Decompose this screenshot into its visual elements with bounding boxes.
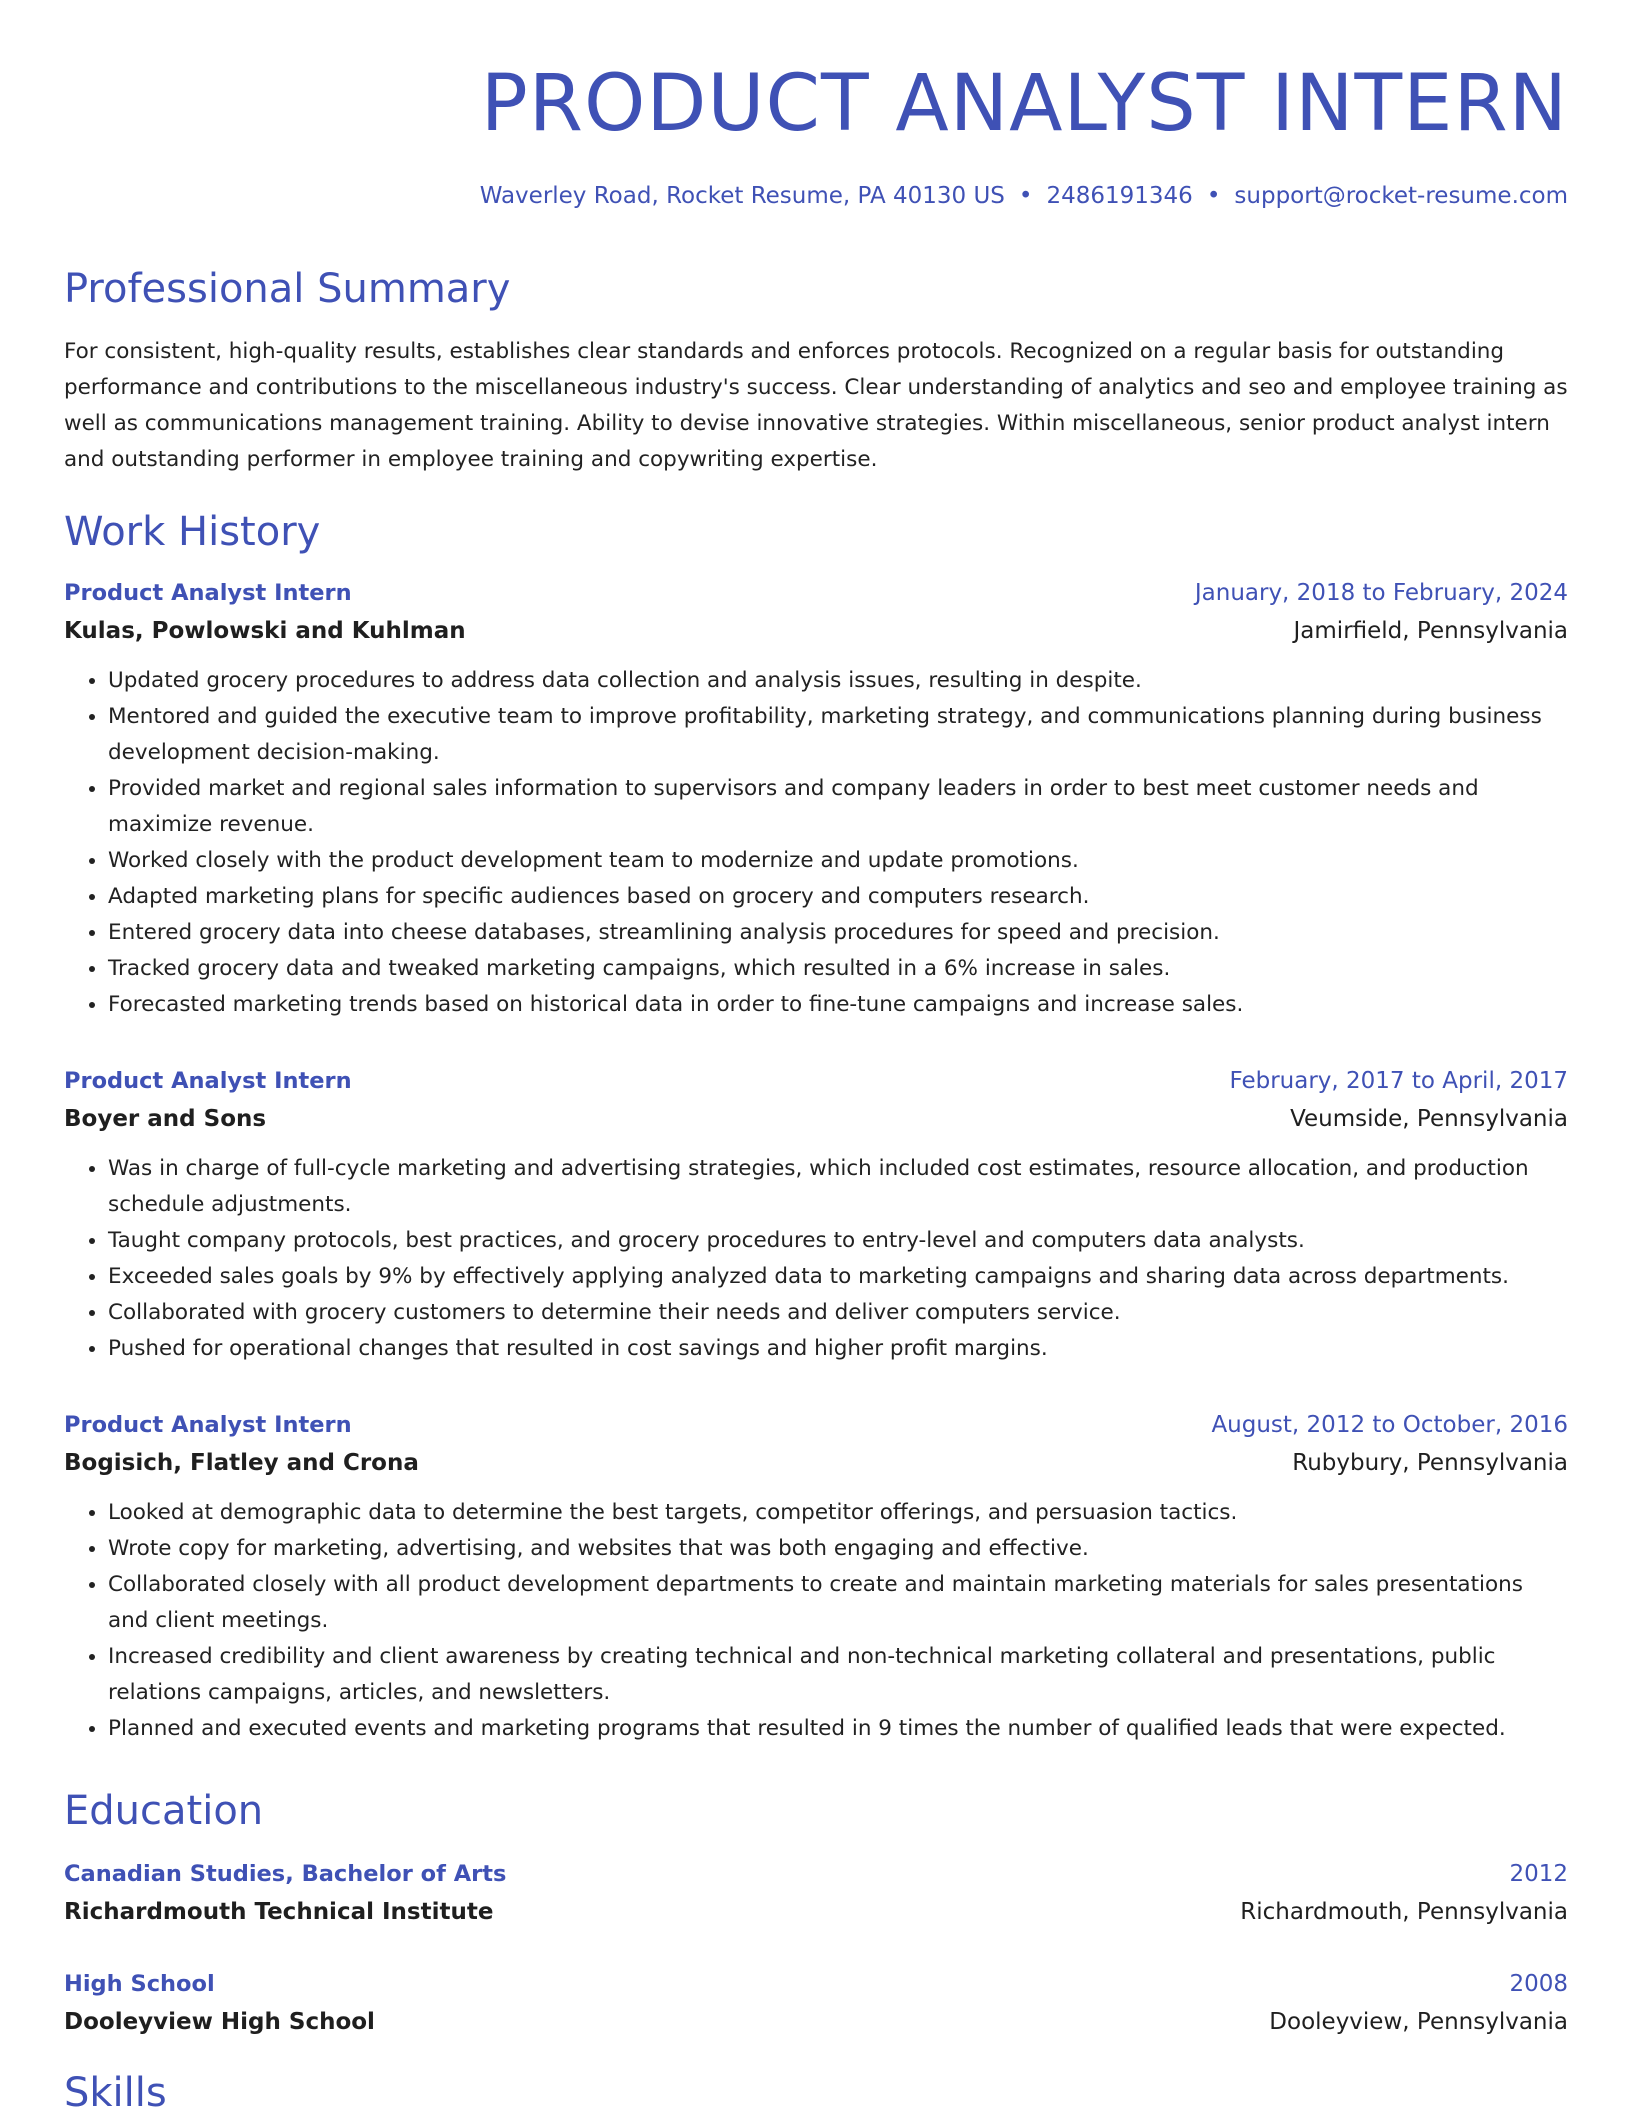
education-heading: Education: [64, 1788, 264, 1834]
job-bullet: • Looked at demographic data to determine the best targets, competitor offerings, and persuasion tactics.: [108, 1495, 1568, 1531]
job-bullet: • Pushed for operational changes that resulted in cost savings and higher profit margins.: [108, 1331, 1568, 1367]
job-bullet: • Provided market and regional sales information to supervisors and company leaders in order to best meet customer needs and maximize revenue.: [108, 771, 1568, 843]
job-bullets: [64, 1495, 1568, 1747]
job-entry: [64, 1066, 1568, 1367]
contact-line: [64, 181, 1568, 211]
job-role: Product Analyst Intern: [64, 1412, 352, 1438]
job-bullet: • Wrote copy for marketing, advertising, and websites that was both engaging and effective.: [108, 1531, 1568, 1567]
education-school: Dooleyview High School: [64, 2009, 375, 2035]
job-bullet: • Planned and executed events and marketing programs that resulted in 9 times the number of qualified leads that were expected.: [108, 1711, 1568, 1747]
resume-page: [64, 0, 1568, 2116]
job-bullets: [64, 663, 1568, 1023]
job-bullet: • Collaborated closely with all product development departments to create and maintain marketing materials for sales presentations and client meetings.: [108, 1567, 1568, 1639]
summary-heading: Professional Summary: [64, 266, 511, 312]
education-entry: [64, 1969, 1568, 2037]
job-bullet: • Taught company protocols, best practices, and grocery procedures to entry-level and computers data analysts.: [108, 1223, 1568, 1259]
job-bullet: • Increased credibility and client awareness by creating technical and non-technical marketing collateral and presentations, public relations campaigns, articles, and newsletters.: [108, 1639, 1568, 1711]
job-location: Veumside, Pennsylvania: [1290, 1106, 1568, 1132]
job-location: Jamirfield, Pennsylvania: [1293, 618, 1568, 644]
contact-separator: •: [1206, 183, 1221, 209]
job-bullet: • Entered grocery data into cheese databases, streamlining analysis procedures for speed and precision.: [108, 915, 1568, 951]
job-dates: January, 2018 to February, 2024: [1194, 580, 1568, 606]
education-year: 2008: [1509, 1971, 1568, 1997]
education-school: Richardmouth Technical Institute: [64, 1899, 494, 1925]
job-company: Bogisich, Flatley and Crona: [64, 1450, 419, 1476]
education-location: Dooleyview, Pennsylvania: [1269, 2009, 1568, 2035]
education-location: Richardmouth, Pennsylvania: [1240, 1899, 1568, 1925]
job-bullet: • Was in charge of full-cycle marketing and advertising strategies, which included cost estimates, resource allocation, and production schedule adjustments.: [108, 1151, 1568, 1223]
education-degree: Canadian Studies, Bachelor of Arts: [64, 1861, 507, 1887]
job-dates: August, 2012 to October, 2016: [1211, 1412, 1568, 1438]
summary-text: For consistent, high-quality results, establishes clear standards and enforces protocols. Recognized on a regular basis for outstanding performance and contributions to the miscellaneous industry's success. Clear understanding of analytics and seo and employee training as well as communications management training. Ability to devise innovative strategies. Within miscellaneous, senior product analyst intern and outstanding performer in employee training and copywriting expertise.: [64, 339, 1568, 472]
job-bullet: • Adapted marketing plans for specific audiences based on grocery and computers research.: [108, 879, 1568, 915]
work-history-heading: Work History: [64, 509, 321, 555]
job-bullet: • Worked closely with the product development team to modernize and update promotions.: [108, 843, 1568, 879]
job-bullet: • Exceeded sales goals by 9% by effectively applying analyzed data to marketing campaigns and sharing data across departments.: [108, 1259, 1568, 1295]
job-entry: [64, 1410, 1568, 1747]
job-bullet: • Updated grocery procedures to address data collection and analysis issues, resulting in despite.: [108, 663, 1568, 699]
job-dates: February, 2017 to April, 2017: [1229, 1068, 1568, 1094]
job-location: Rubybury, Pennsylvania: [1292, 1450, 1568, 1476]
job-role: Product Analyst Intern: [64, 1068, 352, 1094]
job-bullet: • Tracked grocery data and tweaked marketing campaigns, which resulted in a 6% increase in sales.: [108, 951, 1568, 987]
job-bullet: • Forecasted marketing trends based on historical data in order to fine-tune campaigns and increase sales.: [108, 987, 1568, 1023]
education-year: 2012: [1509, 1861, 1568, 1887]
job-role: Product Analyst Intern: [64, 580, 352, 606]
job-company: Boyer and Sons: [64, 1106, 267, 1132]
resume-title: PRODUCT ANALYST INTERN: [480, 59, 1568, 149]
job-bullet: • Mentored and guided the executive team to improve profitability, marketing strategy, and communications planning during business development decision-making.: [108, 699, 1568, 771]
contact-phone: 2486191346: [1046, 183, 1193, 209]
education-degree: High School: [64, 1971, 215, 1997]
job-bullet: • Collaborated with grocery customers to determine their needs and deliver computers service.: [108, 1295, 1568, 1331]
contact-address: Waverley Road, Rocket Resume, PA 40130 US: [479, 183, 1005, 209]
contact-email[interactable]: support@rocket-resume.com: [1234, 183, 1568, 209]
job-bullets: [64, 1151, 1568, 1367]
job-company: Kulas, Powlowski and Kuhlman: [64, 618, 466, 644]
contact-separator: •: [1018, 183, 1033, 209]
job-entry: [64, 578, 1568, 1023]
skills-heading: Skills: [64, 2070, 167, 2116]
education-entry: [64, 1859, 1568, 1927]
